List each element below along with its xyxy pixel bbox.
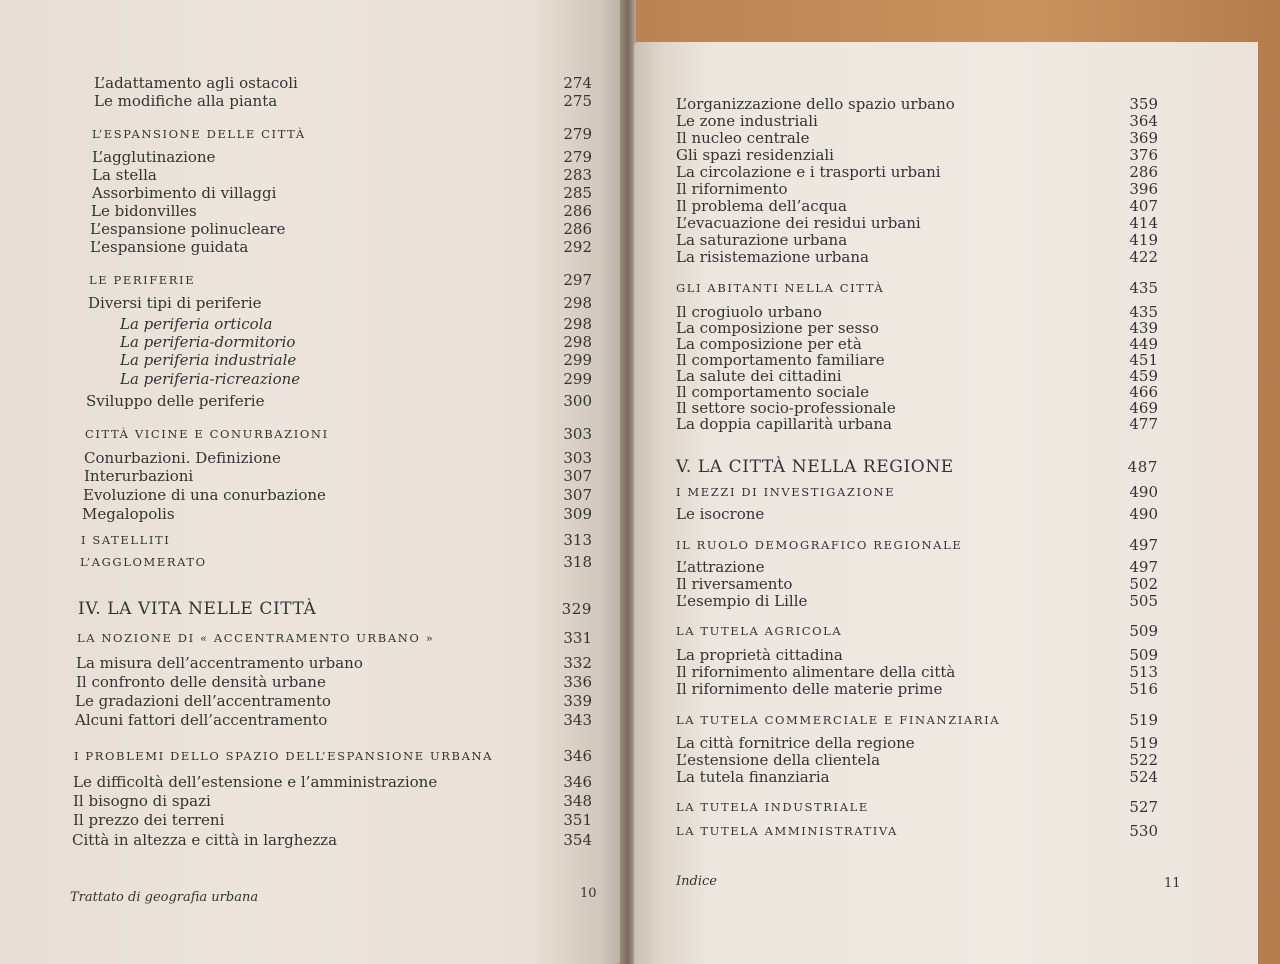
left-page: L’adattamento agli ostacoli 274 Le modifiche alla pianta 275 L’ESPANSIONE DELLE CITTÀ 279 L’agglutinazione 279 La stella 283 Assorbimento di villaggi 285 Le bidonvilles 286 L’espansione polinucleare 286 L’espansione guidata 292 LE PERIFERIE 297 Diversi tipi di periferie 298 La periferia orticola 298 La periferia-dormitorio 298 La periferia industriale 299 La periferia-ricreazione 299 Sviluppo delle periferie 300 CITTÀ VICINE E CONURBAZIONI 303 Conurbazioni. Definizione 303 Interurbazioni 307 Evoluzione di una conurbazione 307 Megalopolis 309 I SATELLITI 313 L’AGGLOMERATO 318 IV. LA VITA NELLE CITTÀ 329 LA NOZIONE DI « ACCENTRAMENTO URBANO » 331 La misura dell’accentramento urbano 332 Il confronto delle densità urbane 336 Le gradazioni dell’accentramento 339 Alcuni fattori dell’accentramento 343 I PROBLEMI DELLO SPAZIO DELL’ESPANSIONE URBANA 346 Le difficoltà dell’estensione e l’amministrazione 346 Il bisogno di spazi 348 Il prezzo dei terreni 351 Città in altezza e città in larghezza 354 Trattato di geografia urbana 10 [0,0,622,964]
right-page: L’organizzazione dello spazio urbano 359 Le zone industriali 364 Il nucleo centrale 369 Gli spazi residenziali 376 La circolazione e i trasporti urbani 286 Il rifornimento 396 Il problema dell’acqua 407 L’evacuazione dei residui urbani 414 La saturazione urbana 419 La risistemazione urbana 422 GLI ABITANTI NELLA CITTÀ 435 Il crogiuolo urbano 435 La composizione per sesso 439 La composizione per età 449 Il comportamento familiare 451 La salute dei cittadini 459 Il comportamento sociale 466 Il settore socio-professionale 469 La doppia capillarità urbana 477 V. LA CITTÀ NELLA REGIONE 487 I MEZZI DI INVESTIGAZIONE 490 Le isocrone 490 IL RUOLO DEMOGRAFICO REGIONALE 497 L’attrazione 497 Il riversamento 502 L’esempio di Lille 505 LA TUTELA AGRICOLA 509 La proprietà cittadina 509 Il rifornimento alimentare della città 513 Il rifornimento delle materie prime 516 LA TUTELA COMMERCIALE E FINANZIARIA 519 La città fornitrice della regione 519 L’estensione della clientela 522 La tutela finanziaria 524 LA TUTELA INDUSTRIALE 527 LA TUTELA AMMINISTRATIVA 530 Indice 11 [634,42,1258,964]
running-footer-title: Indice [676,874,717,889]
page-number: 11 [1164,876,1181,891]
running-footer-title: Trattato di geografia urbana [70,890,259,905]
page-number: 10 [580,886,597,901]
